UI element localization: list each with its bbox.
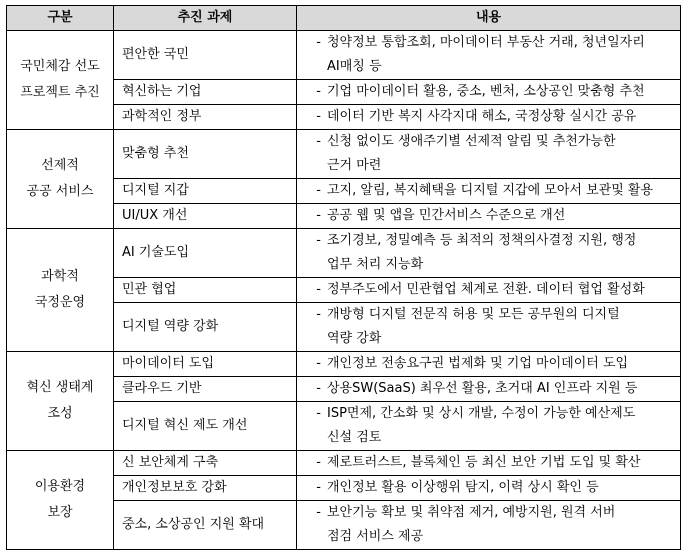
content-item — [297, 402, 680, 450]
content-cell — [297, 377, 681, 402]
content-text — [327, 402, 680, 450]
content-line: 상용SW(SaaS) 최우선 활용, 초거대 AI 인프라 지원 등 — [327, 381, 638, 396]
content-item — [297, 204, 680, 228]
content-line: 개인정보 전송요구권 법제화 및 기업 마이데이터 도입 — [327, 356, 629, 371]
content-item — [297, 179, 680, 203]
content-cell — [297, 80, 681, 105]
bullet-dash: - — [316, 381, 321, 396]
bullet-dash: - — [316, 84, 321, 99]
content-line: 개인정보 활용 이상행위 탐지, 이력 상시 확인 등 — [327, 480, 599, 495]
table-row — [7, 451, 681, 476]
bullet-dash: - — [316, 505, 321, 520]
content-text — [327, 303, 680, 351]
content-cell — [297, 179, 681, 204]
content-text — [327, 476, 680, 500]
bullet-dash: - — [316, 233, 321, 248]
table-row — [7, 229, 681, 278]
content-text — [327, 105, 680, 129]
task-cell: 신 보안체계 구축 — [114, 451, 297, 476]
content-line: 고지, 알림, 복지혜택을 디지털 지갑에 모아서 보관및 활용 — [327, 183, 654, 198]
content-item — [297, 80, 680, 104]
bullet-dash: - — [316, 307, 321, 322]
task-cell: 혁신하는 기업 — [114, 80, 297, 105]
task-cell: 맞춤형 추천 — [114, 130, 297, 179]
task-cell: 마이데이터 도입 — [114, 352, 297, 377]
bullet-dash: - — [316, 455, 321, 470]
task-cell: 디지털 역량 강화 — [114, 303, 297, 352]
content-text — [327, 352, 680, 376]
content-text — [327, 501, 680, 549]
bullet-dash: - — [316, 480, 321, 495]
task-cell: 디지털 지갑 — [114, 179, 297, 204]
content-cell — [297, 352, 681, 377]
category-cell — [7, 352, 114, 451]
content-line: 점검 서비스 제공 — [327, 529, 424, 544]
content-line: 개방형 디지털 전문직 허용 및 모든 공무원의 디지털 — [327, 307, 620, 322]
policy-table — [6, 5, 681, 550]
task-cell: AI 기술도입 — [114, 229, 297, 278]
content-item — [297, 31, 680, 79]
category-cell — [7, 130, 114, 229]
task-cell: 과학적인 정부 — [114, 105, 297, 130]
content-line: 기업 마이데이터 활용, 중소, 벤처, 소상공인 맞춤형 추천 — [327, 84, 645, 99]
content-line: 역량 강화 — [327, 331, 382, 346]
category-line: 프로젝트 추진 — [20, 85, 100, 100]
content-text — [327, 229, 680, 277]
content-item — [297, 377, 680, 401]
content-line: 업무 처리 지능화 — [327, 257, 424, 272]
content-item — [297, 476, 680, 500]
bullet-dash: - — [316, 406, 321, 421]
content-cell — [297, 31, 681, 80]
content-line: 청약정보 통합조회, 마이데이터 부동산 거래, 청년일자리 — [327, 35, 645, 50]
task-cell: 중소, 소상공인 지원 확대 — [114, 501, 297, 550]
content-text — [327, 80, 680, 104]
content-text — [327, 130, 680, 178]
content-cell — [297, 229, 681, 278]
content-item — [297, 501, 680, 549]
category-line: 선제적 — [41, 158, 79, 173]
table-body — [7, 31, 681, 550]
content-cell — [297, 130, 681, 179]
content-line: ISP면제, 간소화 및 상시 개발, 수정이 가능한 예산제도 — [327, 406, 636, 421]
category-line: 혁신 생태계 — [26, 380, 94, 395]
content-cell — [297, 303, 681, 352]
header-task: 추진 과제 — [114, 6, 297, 31]
content-item — [297, 451, 680, 475]
category-line: 과학적 — [41, 269, 79, 284]
header-content: 내용 — [297, 6, 681, 31]
content-cell — [297, 204, 681, 229]
content-line: 신설 검토 — [327, 430, 382, 445]
category-line: 이용환경 — [34, 479, 86, 494]
task-cell: 편안한 국민 — [114, 31, 297, 80]
header-row — [7, 6, 681, 31]
content-line: 공공 웹 및 앱을 민간서비스 수준으로 개선 — [327, 208, 566, 223]
content-item — [297, 105, 680, 129]
bullet-dash: - — [316, 282, 321, 297]
content-line: AI매칭 등 — [327, 59, 382, 74]
content-text — [327, 278, 680, 302]
bullet-dash: - — [316, 35, 321, 50]
content-item — [297, 303, 680, 351]
content-line: 제로트러스트, 블록체인 등 최신 보안 기법 도입 및 확산 — [327, 455, 641, 470]
header-category: 구분 — [7, 6, 114, 31]
category-line: 보장 — [47, 505, 73, 520]
bullet-dash: - — [316, 208, 321, 223]
bullet-dash: - — [316, 134, 321, 149]
content-text — [327, 31, 680, 79]
content-cell — [297, 476, 681, 501]
content-text — [327, 451, 680, 475]
content-line: 근거 마련 — [327, 158, 382, 173]
category-line: 국정운영 — [34, 295, 86, 310]
content-line: 보안기능 확보 및 취약점 제거, 예방지원, 원격 서버 — [327, 505, 616, 520]
content-text — [327, 179, 680, 203]
task-cell: 클라우드 기반 — [114, 377, 297, 402]
table-row — [7, 352, 681, 377]
content-cell — [297, 105, 681, 130]
content-line: 조기경보, 정밀예측 등 최적의 정책의사결정 지원, 행정 — [327, 233, 637, 248]
bullet-dash: - — [316, 356, 321, 371]
content-line: 신청 없이도 생애주기별 선제적 알림 및 추천가능한 — [327, 134, 616, 149]
task-cell: 개인정보보호 강화 — [114, 476, 297, 501]
task-cell: 디지털 혁신 제도 개선 — [114, 402, 297, 451]
content-line: 정부주도에서 민관협업 체계로 전환. 데이터 협업 활성화 — [327, 282, 645, 297]
content-item — [297, 130, 680, 178]
table-row — [7, 130, 681, 179]
bullet-dash: - — [316, 183, 321, 198]
category-line: 국민체감 선도 — [20, 59, 100, 74]
category-line: 공공 서비스 — [26, 184, 94, 199]
content-cell — [297, 402, 681, 451]
task-cell: UI/UX 개선 — [114, 204, 297, 229]
content-text — [327, 204, 680, 228]
table-row — [7, 31, 681, 80]
content-line: 데이터 기반 복지 사각지대 해소, 국정상황 실시간 공유 — [327, 109, 637, 124]
category-cell — [7, 451, 114, 550]
category-line: 조성 — [47, 406, 73, 421]
content-cell — [297, 501, 681, 550]
bullet-dash: - — [316, 109, 321, 124]
content-text — [327, 377, 680, 401]
category-cell — [7, 229, 114, 352]
category-cell — [7, 31, 114, 130]
content-cell — [297, 451, 681, 476]
content-cell — [297, 278, 681, 303]
content-item — [297, 352, 680, 376]
content-item — [297, 278, 680, 302]
task-cell: 민관 협업 — [114, 278, 297, 303]
content-item — [297, 229, 680, 277]
